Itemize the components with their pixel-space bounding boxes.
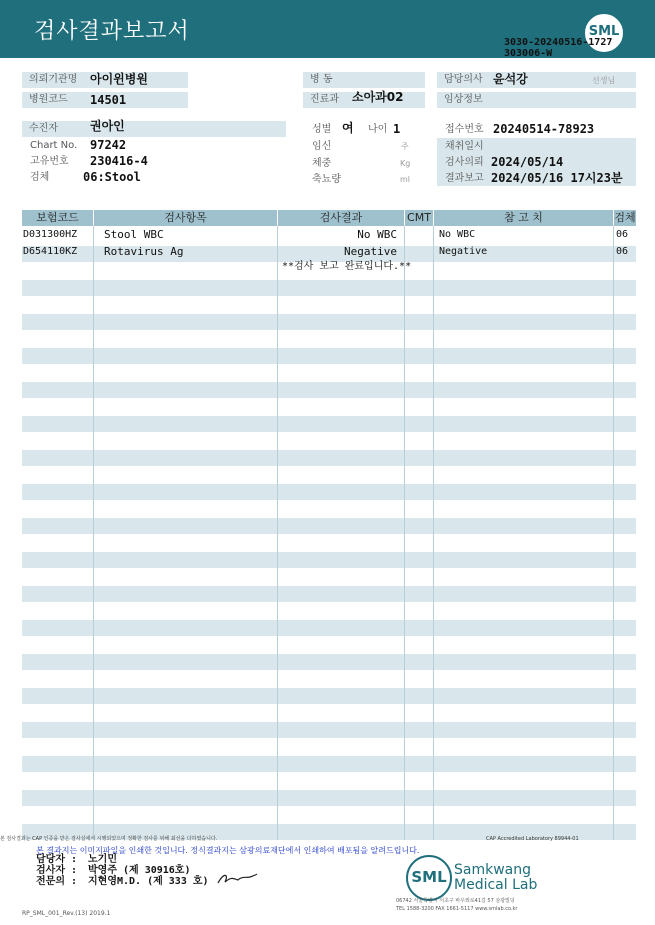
row-code: D031300HZ xyxy=(23,229,78,240)
institution-label: 의뢰기관명 xyxy=(22,72,84,88)
report-date-value: 2024/05/16 17시23분 xyxy=(491,171,623,185)
form-code: RP_SML_001_Rev.(13) 2019.1 xyxy=(22,910,111,917)
table-stripe xyxy=(22,450,636,466)
row-result: No WBC xyxy=(357,228,397,241)
column-divider xyxy=(433,226,434,840)
column-divider xyxy=(277,226,278,840)
chart-value: 97242 xyxy=(90,138,127,152)
report-code-1: 3030-20240516-1727 xyxy=(504,37,613,48)
department-value: 소아과02 xyxy=(352,90,404,104)
samkwang-logo-text: SML xyxy=(411,868,447,886)
request-value: 2024/05/14 xyxy=(491,155,564,169)
samkwang-logo xyxy=(406,855,452,901)
table-stripe xyxy=(22,518,636,534)
receipt-label: 접수번호 xyxy=(445,124,484,135)
sml-logo-text: SML xyxy=(588,24,620,39)
tester-name: 박영주 (제 30916호) xyxy=(88,865,191,876)
collect-label: 채취일시 xyxy=(445,141,484,152)
specialist-name: 지현영M.D. (제 333 호) xyxy=(88,876,209,887)
col-header-item: 검사항목 xyxy=(94,210,277,226)
lab-address: 06742 서울특별시 서초구 바우뫼로41길 57 삼광빌딩 xyxy=(396,898,515,904)
col-header-reference: 참 고 치 xyxy=(434,210,613,226)
report-header xyxy=(0,0,655,58)
table-stripe xyxy=(22,654,636,670)
table-stripe xyxy=(22,586,636,602)
report-title: 검사결과보고서 xyxy=(34,19,190,44)
column-divider xyxy=(404,226,405,840)
row-reference: No WBC xyxy=(439,229,476,240)
footer-fineprint: 본 검사결과는 CAP 인증을 받은 검사실에서 시행되었으며 정확한 검사를 위해 최선을 다하였습니다. xyxy=(0,836,218,842)
table-stripe xyxy=(22,790,636,806)
col-header-specimen: 검체 xyxy=(614,211,636,224)
report-date-label: 결과보고 xyxy=(445,173,484,184)
weight-label: 체중 xyxy=(312,158,332,169)
hospital-code-label: 병원코드 xyxy=(22,92,84,108)
table-stripe xyxy=(22,416,636,432)
table-stripe xyxy=(22,280,636,296)
specimen-label: 검체 xyxy=(30,172,50,183)
institution-value: 아이윈병원 xyxy=(90,72,148,86)
table-stripe xyxy=(22,756,636,772)
table-stripe xyxy=(22,348,636,364)
completion-note: **검사 보고 완료입니다.** xyxy=(282,261,412,272)
col-header-cmt: CMT xyxy=(405,210,433,226)
pregnancy-label: 임신 xyxy=(312,141,332,152)
lab-name-line2: Medical Lab xyxy=(454,877,538,893)
cap-accreditation: CAP Accredited Laboratory 89944-01 xyxy=(486,836,579,842)
doctor-label: 담당의사 xyxy=(437,72,636,88)
age-value: 1 xyxy=(393,122,401,136)
request-label: 검사의뢰 xyxy=(445,157,484,168)
patient-value: 권아인 xyxy=(90,119,125,133)
row-reference: Negative xyxy=(439,246,488,257)
row-result: Negative xyxy=(344,245,397,258)
signature-image xyxy=(216,870,258,886)
hospital-code-value: 14501 xyxy=(90,93,127,107)
patient-label: 수진자 xyxy=(22,121,84,137)
clinical-info-label: 임상정보 xyxy=(437,92,636,108)
unique-label: 고유번호 xyxy=(30,156,69,167)
unique-value: 230416-4 xyxy=(90,154,148,168)
report-code-2: 303006-W xyxy=(504,48,553,59)
row-item: Stool WBC xyxy=(104,228,164,241)
urine-label: 축뇨량 xyxy=(312,174,341,185)
table-stripe xyxy=(22,552,636,568)
row-specimen: 06 xyxy=(616,246,629,257)
doctor-suffix: 선생님 xyxy=(592,76,616,85)
pregnancy-unit: 주 xyxy=(401,142,409,151)
department-label: 진료과 xyxy=(303,92,425,108)
specialist-label: 전문의 : xyxy=(36,876,78,887)
doctor-value: 윤석강 xyxy=(493,72,528,86)
reporter-name: 노기민 xyxy=(88,854,117,865)
ward-label: 병 동 xyxy=(303,72,425,88)
table-stripe xyxy=(22,688,636,704)
receipt-value: 20240514-78923 xyxy=(493,122,595,136)
lab-name-line1: Samkwang xyxy=(454,862,531,878)
table-stripe xyxy=(22,314,636,330)
sex-label: 성별 xyxy=(312,124,332,135)
table-stripe xyxy=(22,382,636,398)
table-stripe xyxy=(22,722,636,738)
table-stripe xyxy=(22,484,636,500)
row-code: D654110KZ xyxy=(23,246,78,257)
reporter-label: 담당자 : xyxy=(36,854,78,865)
sex-value: 여 xyxy=(342,121,354,135)
col-header-code: 보험코드 xyxy=(22,210,93,226)
chart-label: Chart No. xyxy=(30,140,78,151)
table-stripe xyxy=(22,620,636,636)
column-divider xyxy=(613,226,614,840)
row-specimen: 06 xyxy=(616,229,629,240)
specimen-value: 06:Stool xyxy=(83,170,141,184)
lab-phone: TEL 1588-3200 FAX 1661-5117 www.smlab.co.kr xyxy=(396,906,518,912)
footer-notice: 본 결과지는 이미지파일을 인쇄한 것입니다. 정식결과지는 삼광의료재단에서 인쇄하여 배포됨을 알려드립니다. xyxy=(36,846,420,855)
age-label: 나이 xyxy=(368,124,388,135)
tester-label: 검사자 : xyxy=(36,865,78,876)
weight-unit: Kg xyxy=(400,159,411,168)
row-item: Rotavirus Ag xyxy=(104,245,184,258)
column-divider xyxy=(93,226,94,840)
col-header-result: 검사결과 xyxy=(278,210,404,226)
urine-unit: ml xyxy=(400,175,411,184)
